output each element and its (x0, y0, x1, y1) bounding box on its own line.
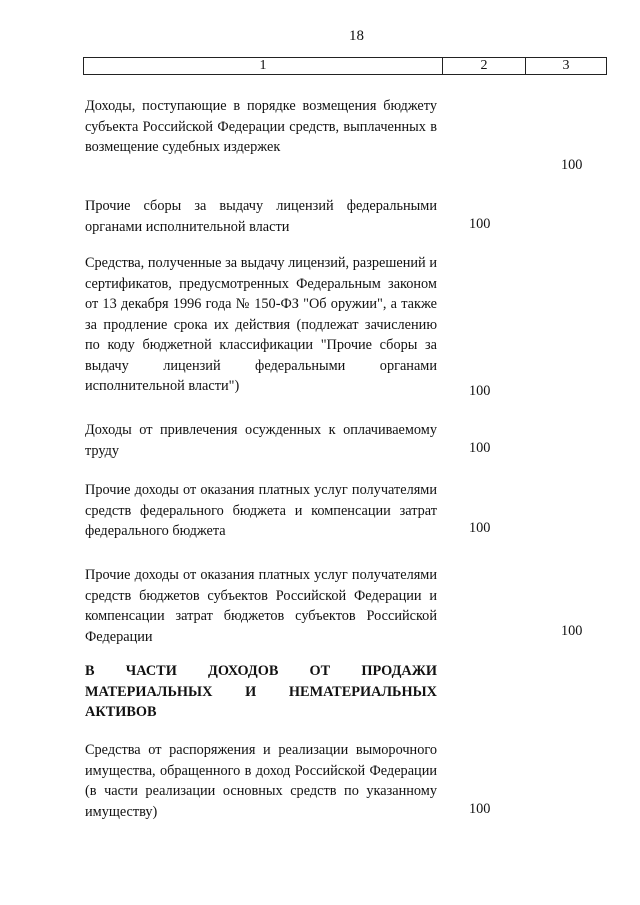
row-value-6-col3: 100 (561, 623, 583, 639)
header-col-1: 1 (84, 58, 443, 74)
section-heading: В ЧАСТИ ДОХОДОВ ОТ ПРОДАЖИ МАТЕРИАЛЬНЫХ И НЕМАТЕРИАЛЬНЫХ АКТИВОВ (85, 663, 437, 720)
row-value-5-col2: 100 (469, 520, 491, 536)
table-header (83, 57, 607, 75)
row-value-8-col2: 100 (469, 801, 491, 817)
row-text-6: Прочие доходы от оказания платных услуг получателями средств бюджетов субъектов Российской Федерации и компенсации затрат бюджетов субъектов Российской Федерации (85, 567, 437, 645)
header-col-2: 2 (443, 58, 526, 74)
row-text-8: Средства от распоряжения и реализации выморочного имущества, обращенного в доход Российской Федерации (в части реализации основных средств по указанному имуществу) (85, 742, 437, 820)
row-value-4-col2: 100 (469, 440, 491, 456)
row-text-3: Средства, полученные за выдачу лицензий, разрешений и сертификатов, предусмотренных Федеральным законом от 13 декабря 1996 года № 150-ФЗ "Об оружии", а также за продление срока их действия (подлежат зачислению по коду бюджетной классификации "Прочие сборы за выдачу лицензий федеральными органами исполнительной власти") (85, 255, 437, 394)
header-col-3: 3 (562, 58, 570, 73)
row-value-1-col3: 100 (561, 157, 583, 173)
row-value-2-col2: 100 (469, 216, 491, 232)
row-value-3-col2: 100 (469, 383, 491, 399)
row-text-1: Доходы, поступающие в порядке возмещения бюджету субъекта Российской Федерации средств, выплаченных в возмещение судебных издержек (85, 98, 437, 155)
row-text-5: Прочие доходы от оказания платных услуг получателями средств федерального бюджета и компенсации затрат федерального бюджета (85, 482, 437, 539)
row-text-4: Доходы от привлечения осужденных к оплачиваемому труду (85, 422, 437, 459)
page-number: 18 (349, 28, 364, 44)
row-text-2: Прочие сборы за выдачу лицензий федеральными органами исполнительной власти (85, 198, 437, 235)
